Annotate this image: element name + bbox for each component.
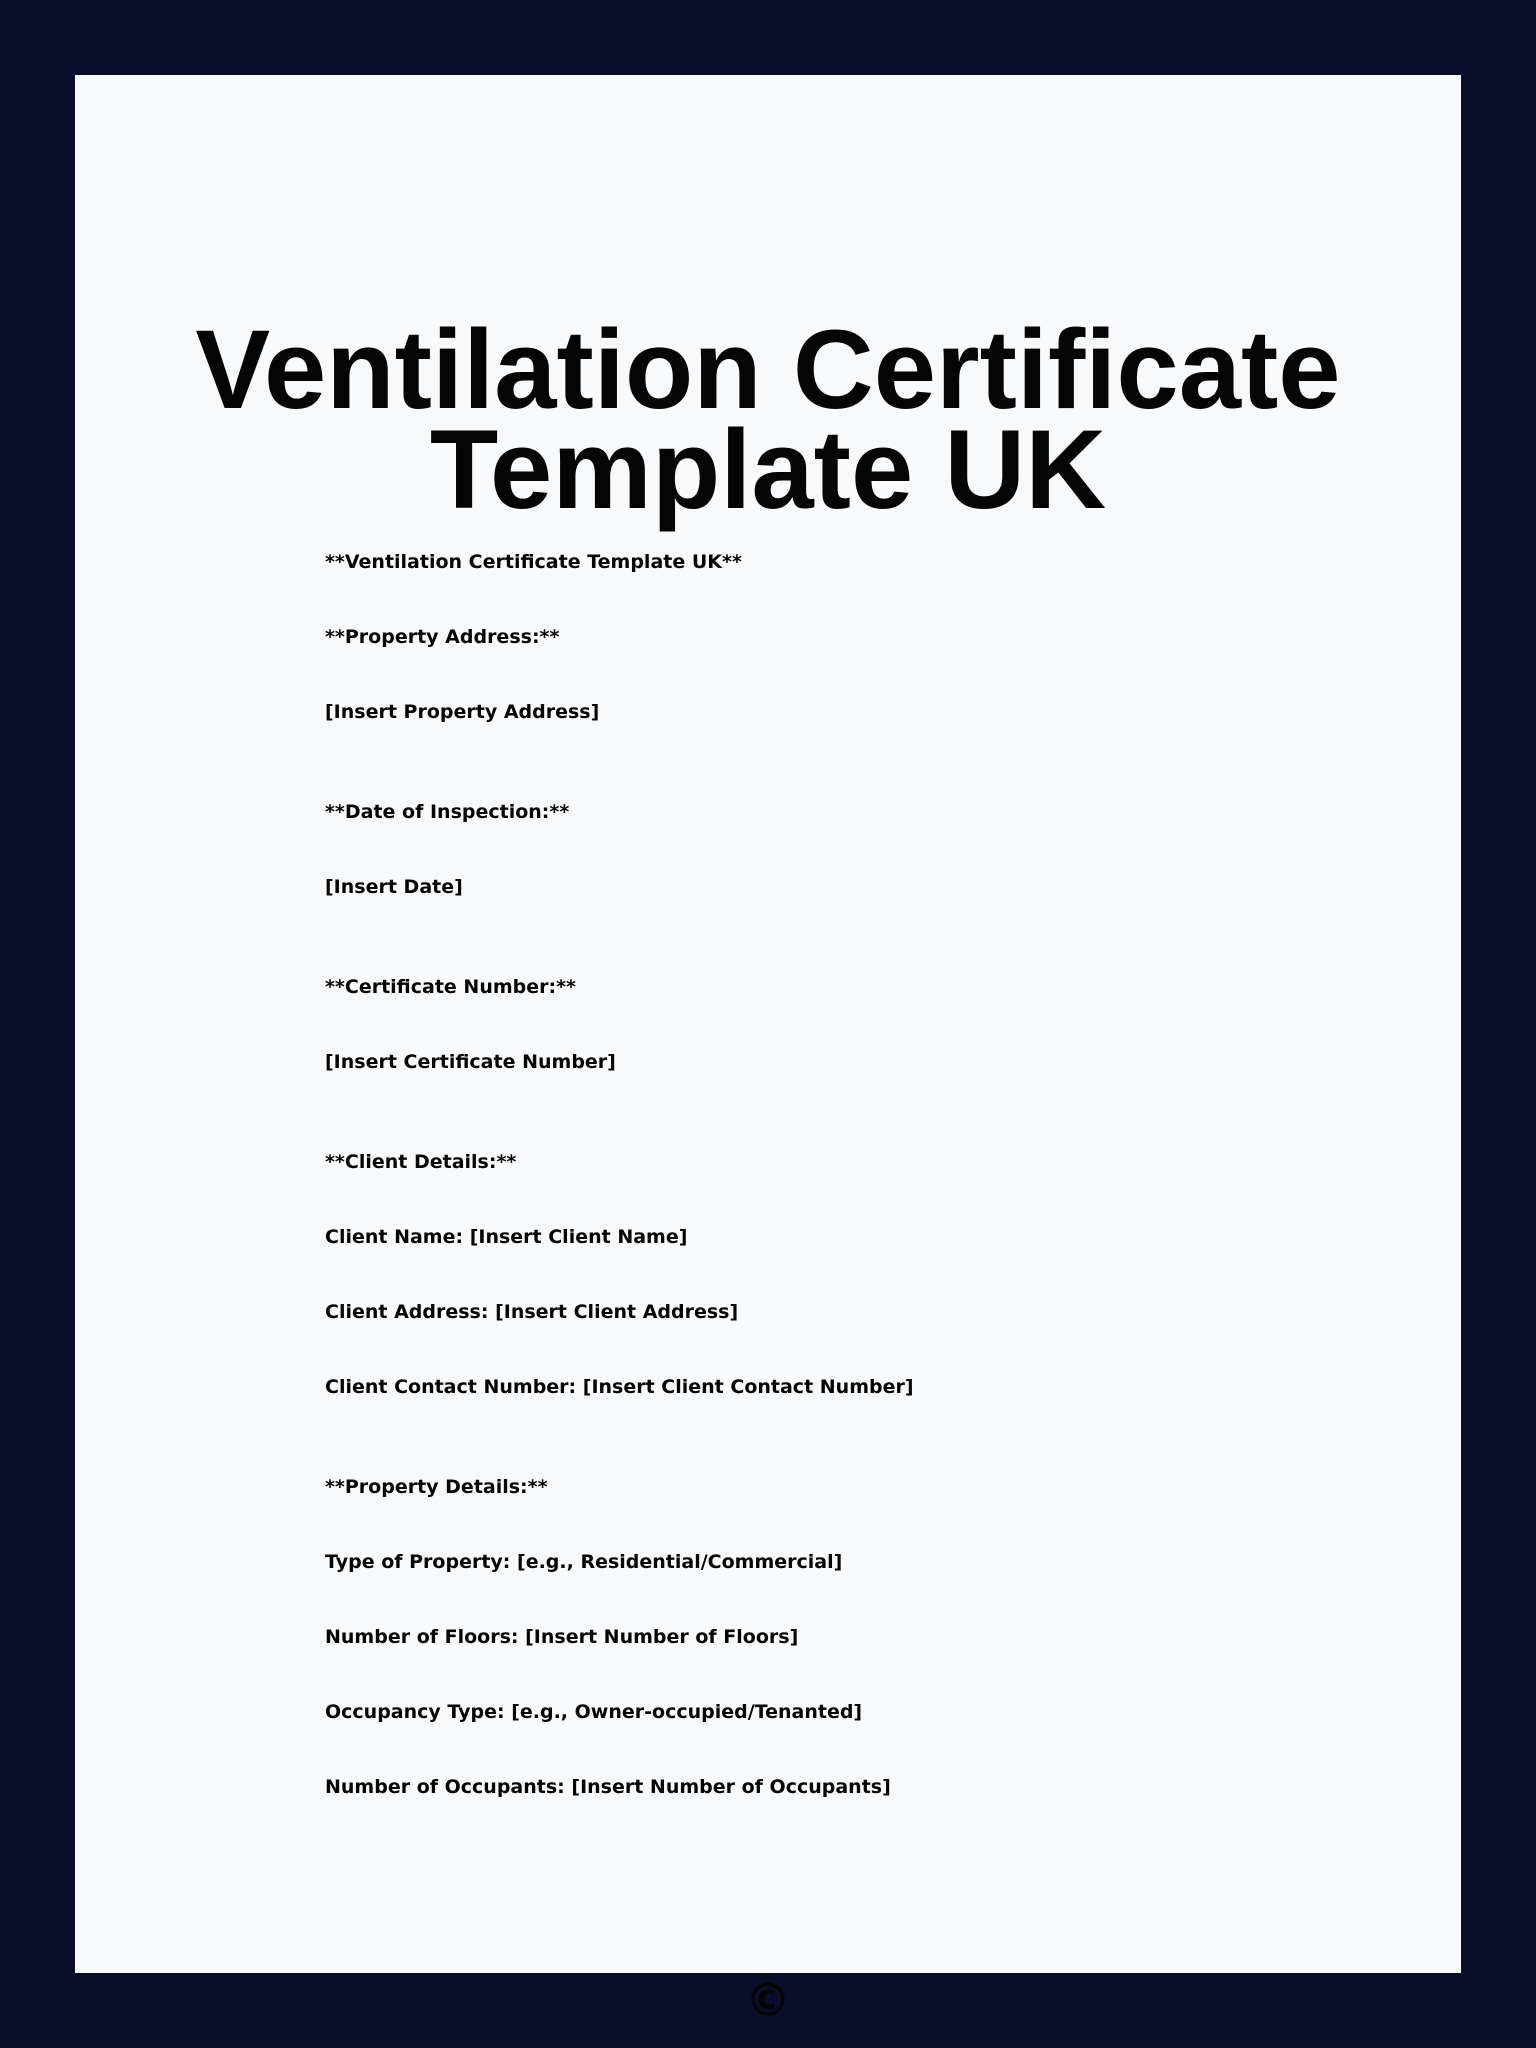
property-address-value: [Insert Property Address] — [325, 701, 600, 723]
client-details-label: **Client Details:** — [325, 1151, 517, 1173]
client-contact-line: Client Contact Number: [Insert Client Contact Number] — [325, 1376, 914, 1398]
client-name-line: Client Name: [Insert Client Name] — [325, 1226, 688, 1248]
copyright-icon: © — [745, 1973, 791, 2027]
certificate-page — [75, 75, 1461, 2027]
floors-line: Number of Floors: [Insert Number of Floors] — [325, 1626, 799, 1648]
property-type-line: Type of Property: [e.g., Residential/Commercial] — [325, 1551, 843, 1573]
occupancy-type-line: Occupancy Type: [e.g., Owner-occupied/Tenanted] — [325, 1701, 863, 1723]
property-details-label: **Property Details:** — [325, 1476, 548, 1498]
occupants-line: Number of Occupants: [Insert Number of Occupants] — [325, 1776, 891, 1798]
inspection-date-label: **Date of Inspection:** — [325, 801, 570, 823]
property-address-label: **Property Address:** — [325, 626, 560, 648]
document-heading: **Ventilation Certificate Template UK** — [325, 551, 742, 573]
certificate-number-value: [Insert Certificate Number] — [325, 1051, 616, 1073]
page-title — [75, 307, 1461, 532]
inspection-date-value: [Insert Date] — [325, 876, 463, 898]
certificate-number-label: **Certificate Number:** — [325, 976, 576, 998]
client-address-line: Client Address: [Insert Client Address] — [325, 1301, 739, 1323]
title-line-2: Template UK — [429, 407, 1107, 532]
title-line-1: Ventilation Certificate — [195, 307, 1341, 432]
